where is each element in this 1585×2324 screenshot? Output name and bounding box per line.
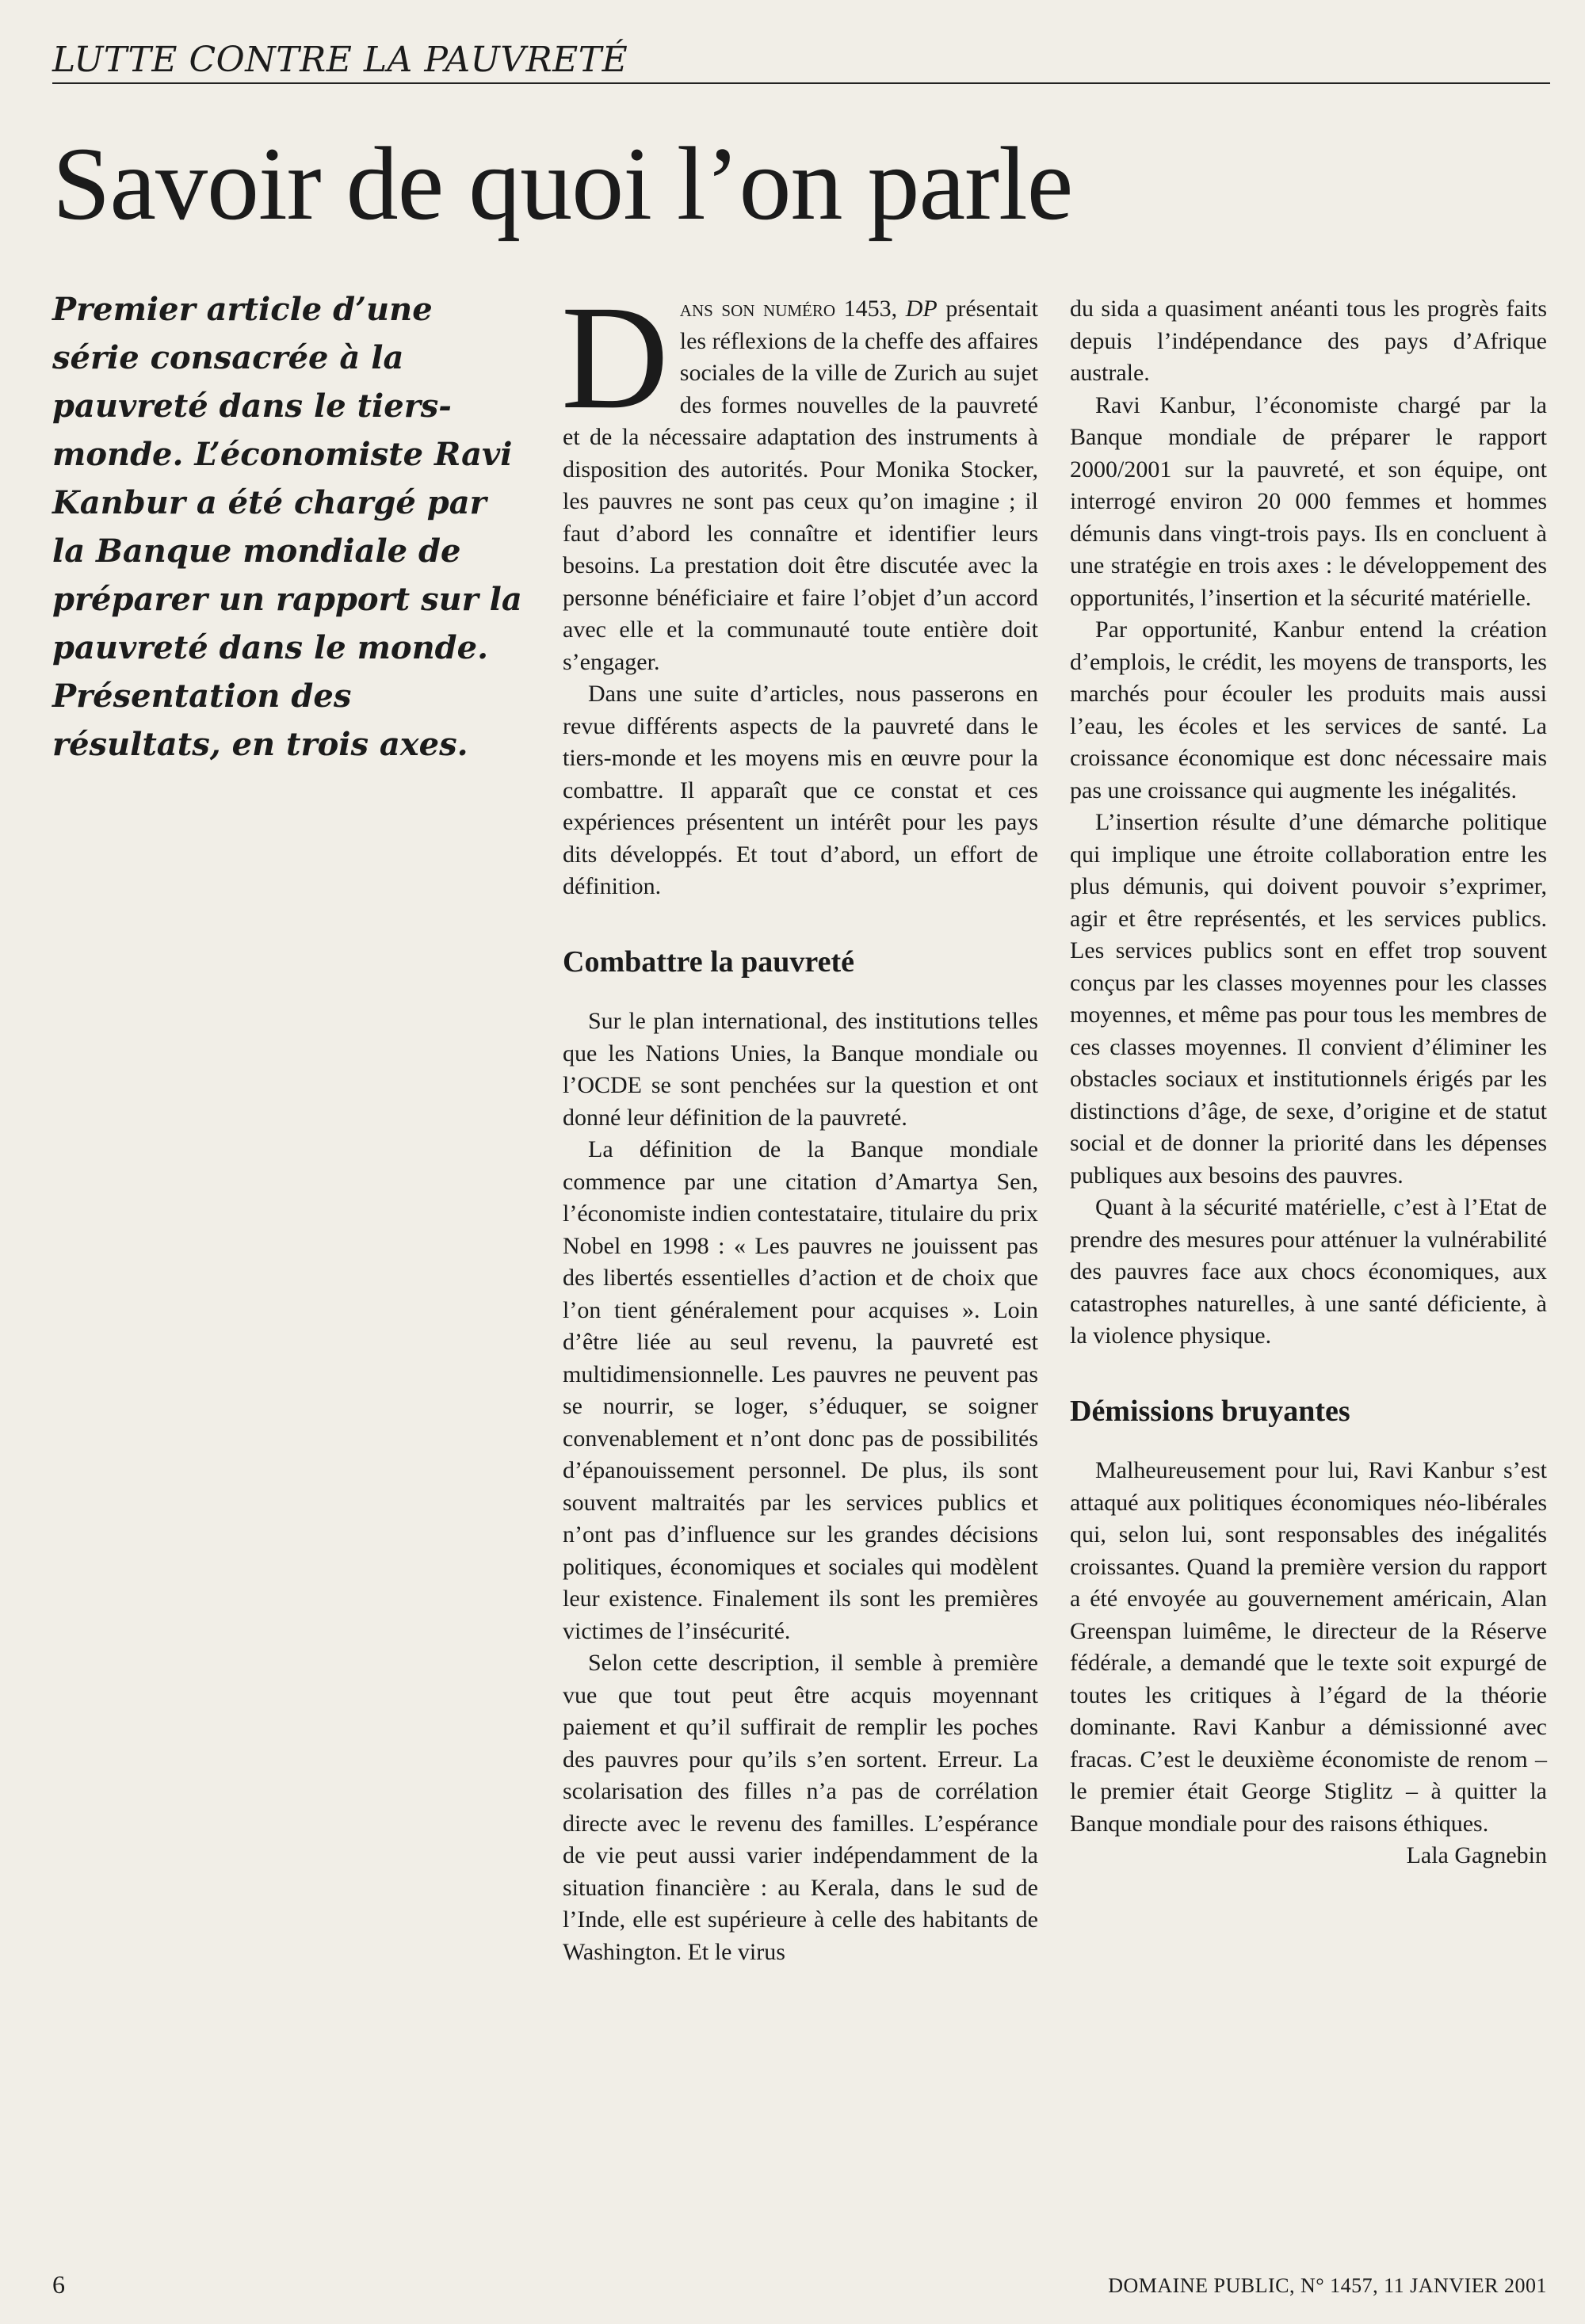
lead-text: Premier article d’une série consacrée à la pauvreté dans le tiers-monde. L’économiste Ravi Kanbur a été chargé par la Banque mondiale de préparer un rapport sur la pauvreté dans le monde. Présentation des résultats, en trois axes.: [52, 291, 522, 763]
intro-rest: présentait les réflexions de la cheffe des affaires sociales de la ville de Zurich au sujet des formes nouvelles de la pauvreté et de la nécessaire adaptation des instruments à disposition des autorités. Pour Monika Stocker, les pauvres ne sont pas ceux qu’on imagine ; il faut d’abord les connaître et identifier leurs besoins. La prestation doit être discutée avec la personne bénéficiaire et faire l’objet d’un accord avec elle et la communauté toute entière doit s’engager.: [563, 296, 1038, 675]
author-signature: Lala Gagnebin: [1406, 1842, 1547, 1869]
paragraph-6: Ravi Kanbur, l’économiste chargé par la Banque mondiale de préparer le rapport 2000/2001 sur la pauvreté, et son équipe, ont interrogé environ 20 000 femmes et hommes démunis dans vingt-trois pays. Ils en concluent à une stratégie en trois axes : le développement des opportunités, l’insertion et la sécurité matérielle.: [1070, 391, 1547, 611]
intro-paragraph: [561, 274, 1038, 678]
paragraph-4: La définition de la Banque mondiale commence par une citation d’Amartya Sen, l’économiste indien contestataire, titulaire du prix Nobel en 1998 : « Les pauvres ne jouissent pas des libertés essentielles d’action et de choix que l’on tient généralement pour acquises ». Loin d’être liée au seul revenu, la pauvreté est multidimensionnelle. Les pauvres ne peuvent pas se nourrir, se loger, s’éduquer, se soigner convenablement et n’ont donc pas de possibilités d’épanouissement personnel. De plus, ils sont souvent maltraités par les services publics et n’ont pas d’influence sur les grandes décisions politiques, économiques et sociales qui modèlent leur existence. Finalement ils sont les premières victimes de l’insécurité.: [563, 1136, 1038, 1644]
section-rubric: LUTTE CONTRE LA PAUVRETÉ: [52, 41, 1550, 84]
paragraph-3: Sur le plan international, des institutions telles que les Nations Unies, la Banque mondiale ou l’OCDE se sont penchées sur la question et ont donné leur définition de la pauvreté.: [563, 1008, 1038, 1131]
intro-number: 1453,: [835, 296, 906, 322]
paragraph-10-text: Malheureusement pour lui, Ravi Kanbur s’est attaqué aux politiques économiques néo-libérales qui, selon lui, sont responsables des inégalités croissantes. Quand la première version du rapport a été envoyée au gouvernement américain, Alan Greenspan luimême, le directeur de la Réserve fédérale, a demandé que le texte soit expurgé de toutes les critiques à l’égard de la théorie dominante. Ravi Kanbur a démissionné avec fracas. C’est le deuxième économiste de renom – le premier était George Stiglitz – à quitter la Banque mondiale pour des raisons éthiques.: [1070, 1457, 1547, 1837]
paragraph-8: L’insertion résulte d’une démarche politique qui implique une étroite collaboration entre les plus démunis, qui doivent pouvoir s’exprimer, agir et être représentés, et les services publics. Les services publics sont en effet trop souvent conçus par les classes moyennes pour les classes moyennes, et même pas pour tous les membres de ces classes moyennes. Il convient d’éliminer les obstacles sociaux et institutionnels érigés par les distinctions d’âge, de sexe, d’origine et de statut social et de donner la priorité dans les dépenses publiques aux besoins des pauvres.: [1070, 809, 1547, 1189]
paragraph-5: Selon cette description, il semble à première vue que tout peut être acquis moyennant paiement et qu’il suffirait de remplir les poches des pauvres pour qu’ils s’en sortent. Erreur. La scolarisation des filles n’a pas de corrélation directe avec le revenu des familles. L’espérance de vie peut aussi varier indépendamment de la situation financière : au Kerala, dans le sud de l’Inde, elle est supérieure à celle des habitants de Washington. Et le virus: [563, 1650, 1038, 1965]
article-column-1: [561, 274, 1038, 2221]
paragraph-10: [1070, 1455, 1547, 1869]
publication-info: DOMAINE PUBLIC, N° 1457, 11 JANVIER 2001: [1108, 2274, 1547, 2297]
article-title: Savoir de quoi l’on parle: [52, 125, 1073, 242]
paragraph-2: Dans une suite d’articles, nous passerons en revue différents aspects de la pauvreté dans le tiers-monde et les moyens mis en œuvre pour la combattre. Il apparaît que ce constat et ces expériences présentent un intérêt pour les pays dits développés. Et tout d’abord, un effort de définition.: [563, 681, 1038, 899]
drop-cap: D: [561, 274, 669, 440]
intro-dp: DP: [905, 296, 938, 322]
paragraph-9: Quant à la sécurité matérielle, c’est à l’Etat de prendre des mesures pour atténuer la vulnérabilité des pauvres face aux chocs économiques, aux catastrophes naturelles, à une santé déficiente, à la violence physique.: [1070, 1194, 1547, 1349]
article-lead: [52, 285, 528, 769]
subheading-demissions: Démissions bruyantes: [1070, 1394, 1350, 1428]
paragraph-7: Par opportunité, Kanbur entend la création d’emplois, le crédit, les moyens de transports, les marchés pour écouler les produits mais aussi l’eau, les écoles et les services de santé. La croissance économique est donc nécessaire mais pas une croissance qui augmente les inégalités.: [1070, 616, 1547, 803]
paragraph-5-continued: du sida a quasiment anéanti tous les progrès faits depuis l’indépendance des pays d’Afrique australe.: [1070, 296, 1547, 386]
subheading-combattre: Combattre la pauvreté: [563, 944, 854, 979]
intro-smallcaps: ans son numéro: [679, 296, 836, 322]
article-column-2: [1070, 293, 1547, 2221]
page-number: 6: [52, 2270, 65, 2299]
